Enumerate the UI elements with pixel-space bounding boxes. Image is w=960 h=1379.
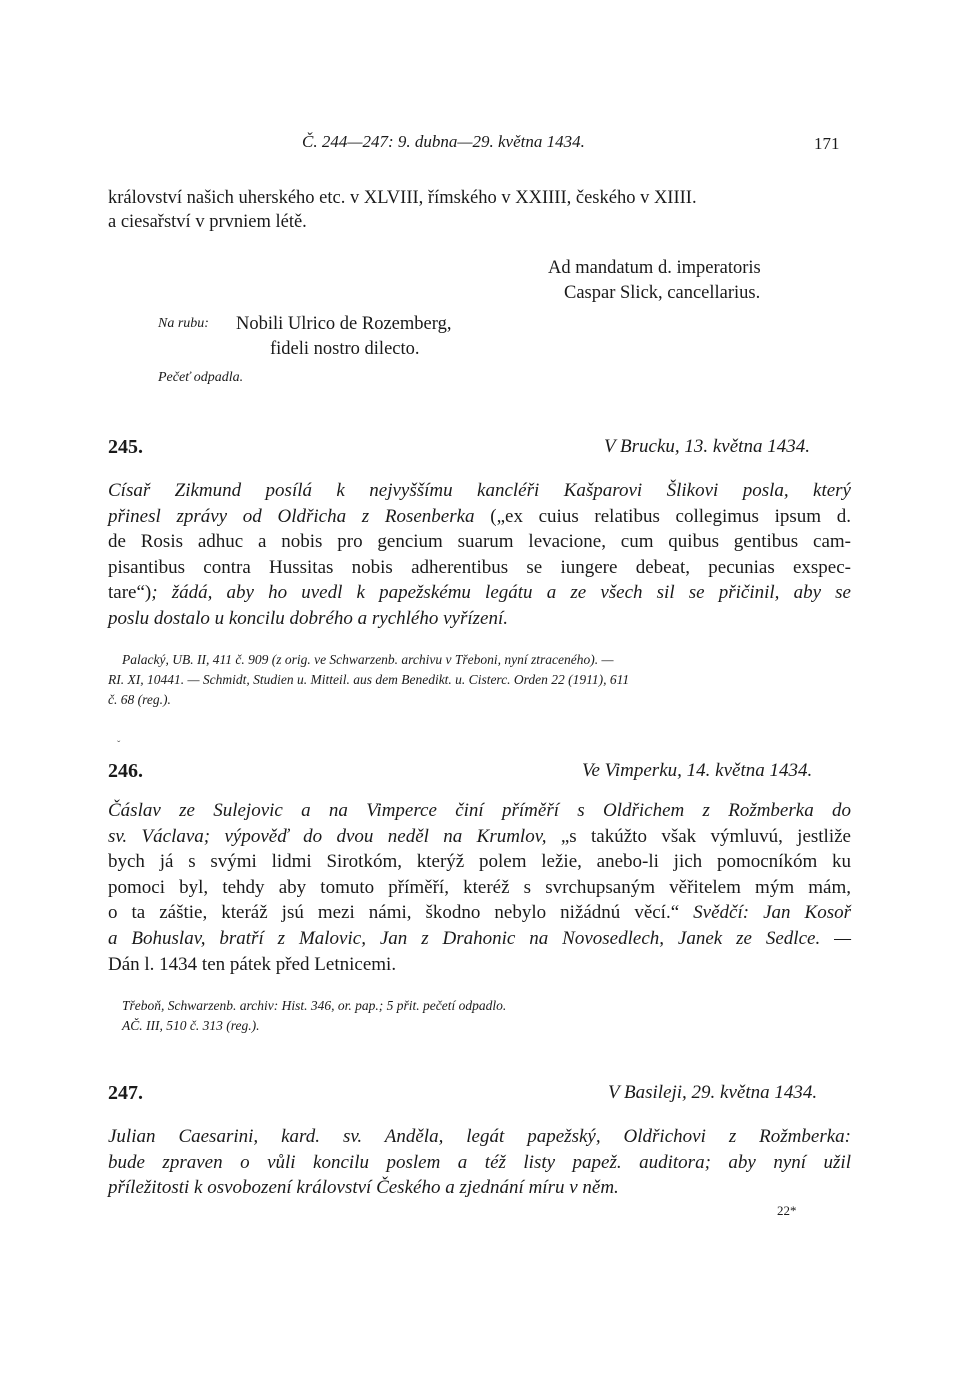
regest-line: Dán l. 1434 ten pátek před Letnicemi.	[108, 953, 397, 975]
regest-line: poslu dostalo u koncilu dobrého a rychlého vyřízení.	[108, 607, 508, 629]
running-header: Č. 244—247: 9. dubna—29. května 1434.	[302, 132, 585, 151]
regest-line: Julian Caesarini, kard. sv. Anděla, legát papežský, Oldřichovi z Rožmberka:	[108, 1126, 851, 1147]
entry-place-date: Ve Vimperku, 14. května 1434.	[582, 760, 813, 781]
regest-line: bude zpraven o vůli koncilu poslem a též listy papež. auditora; aby nyní užil	[108, 1151, 851, 1173]
regest-line: sv. Václava; výpověď do dvou neděl na Krumlov, „s takúžto však výmluvú, jestliže	[108, 825, 851, 847]
page-number: 171	[814, 134, 840, 153]
regest-line: Čáslav ze Sulejovic a na Vimperce činí příměří s Oldřichem z Rožmberka do	[108, 800, 851, 821]
entry-number: 247.	[108, 1082, 143, 1104]
entry-place-date: V Basileji, 29. května 1434.	[608, 1082, 818, 1103]
regest-line: a Bohuslav, bratří z Malovic, Jan z Drahonic na Novosedlech, Janek ze Sedlce. —	[108, 927, 851, 949]
source-line: AČ. III, 510 č. 313 (reg.).	[122, 1018, 260, 1033]
regest-line: de Rosis adhuc a nobis pro gencium suarum levacione, cum quibus gentibus cam-	[108, 531, 851, 553]
regest-line: příležitosti k osvobození království Českého a zjednání míru v něm.	[108, 1177, 619, 1199]
seal-note: Pečeť odpadla.	[158, 370, 244, 385]
entry-sources	[108, 650, 630, 710]
verso-line-2: fideli nostro dilecto.	[270, 339, 420, 359]
mandate-line-1: Ad mandatum d. imperatoris	[548, 258, 761, 278]
entry-number: 246.	[108, 760, 143, 782]
entry-regest	[108, 1124, 851, 1201]
source-line: RI. XI, 10441. — Schmidt, Studien u. Mitteil. aus dem Benedikt. u. Cisterc. Orden 22 (1911), 611	[108, 672, 630, 687]
regest-line: Císař Zikmund posílá k nejvyššímu kancléři Kašparovi Šlikovi posla, který	[108, 480, 851, 501]
regest-line: tare“); žádá, aby ho uvedl k papežskému legátu a ze všech sil se přičinil, aby se	[108, 582, 851, 604]
sheet-signature: 22*	[777, 1203, 797, 1218]
mandate-line-2: Caspar Slick, cancellarius.	[564, 283, 761, 303]
entry-place-date: V Brucku, 13. května 1434.	[604, 436, 810, 457]
regest-line: pisantibus contra Hussitas nobis adherentibus se iungere debeat, pecunias exspec-	[108, 556, 851, 578]
entry-number: 245.	[108, 436, 143, 458]
source-line: Palacký, UB. II, 411 č. 909 (z orig. ve Schwarzenb. archivu v Třeboni, nyní ztraceného). —	[122, 652, 614, 667]
regest-line: bych já s svými lidmi Sirotkóm, kterýž polem ležie, anebo-li jich pomocníkóm ku	[108, 851, 851, 873]
prev-line-1: království našich uherského etc. v XLVIII, římského v XXIIII, českého v XIIII.	[108, 188, 697, 208]
verso-label: Na rubu:	[158, 316, 209, 331]
stray-mark: ˇ	[117, 740, 121, 751]
regest-line: o ta záštie, kteráž jsú mezi námi, škodno nebylo nižádnú věcí.“ Svědčí: Jan Kosoř	[108, 902, 851, 924]
regest-line: pomoci byl, tehdy aby tomuto příměří, kteréž s svrchupsaným věřitelem mým mám,	[108, 876, 851, 898]
regest-line: přinesl zprávy od Oldřicha z Rosenberka („ex cuius relatibus collegimus ipsum d.	[108, 505, 851, 527]
source-line: Třeboň, Schwarzenb. archiv: Hist. 346, or. pap.; 5 přit. pečetí odpadlo.	[122, 998, 507, 1013]
entry-regest	[108, 478, 851, 632]
entry-sources	[122, 996, 506, 1036]
verso-line-1: Nobili Ulrico de Rozemberg,	[236, 314, 452, 334]
entry-regest	[108, 798, 851, 977]
source-line: č. 68 (reg.).	[108, 692, 171, 707]
prev-line-2: a ciesařství v prvniem létě.	[108, 212, 307, 232]
